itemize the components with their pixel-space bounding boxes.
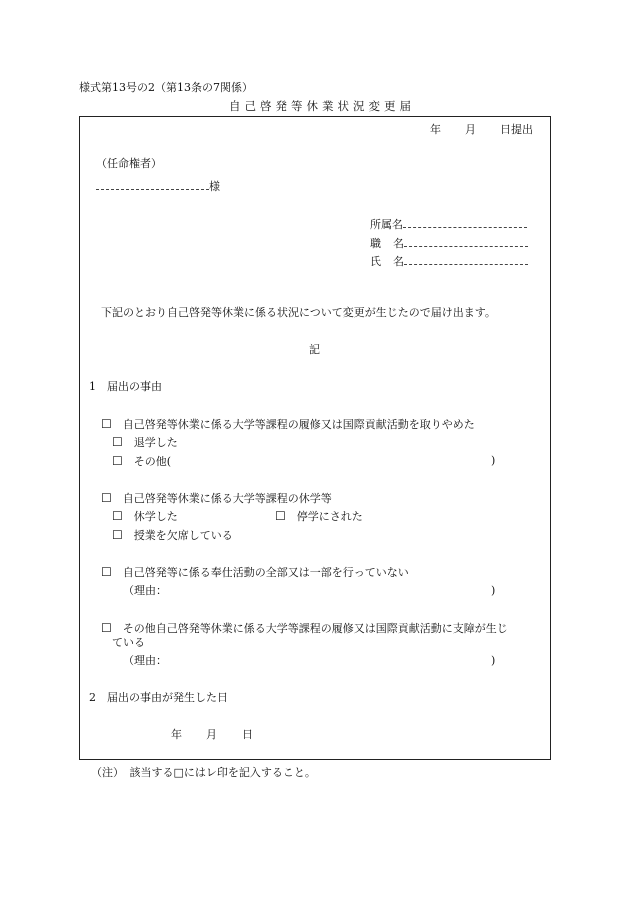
- name-field[interactable]: [370, 253, 528, 267]
- form-number: 様式第13号の2（第13条の7関係）: [79, 81, 253, 94]
- submit-year-label: 年: [430, 123, 441, 136]
- position-label-a: 職: [370, 237, 393, 250]
- footnote: （注） 該当する□にはレ印を記入すること。: [91, 766, 316, 779]
- reason3-reason-label: （理由：: [123, 584, 167, 597]
- reason1-sub2-row: [112, 455, 171, 467]
- event-day-label: 日: [242, 728, 253, 741]
- reason3-reason-close: ): [491, 584, 496, 597]
- document-title: 自己啓発等休業状況変更届: [229, 99, 415, 113]
- appointer-line[interactable]: [96, 177, 220, 192]
- reason4-reason-label: （理由：: [123, 654, 167, 667]
- name-label-a: 氏: [370, 255, 393, 268]
- reason3-text: 自己啓発等に係る奉仕活動の全部又は一部を行っていない: [122, 566, 409, 579]
- reason3-checkbox[interactable]: ☐: [101, 565, 112, 579]
- reason2-sub2-text: 停学にされた: [296, 510, 363, 523]
- reason2-sub1-row: [112, 510, 178, 522]
- section1-heading: 1 届出の事由: [89, 380, 162, 393]
- reason1-checkbox[interactable]: ☐: [101, 417, 112, 431]
- event-month-label: 月: [206, 728, 217, 741]
- affiliation-label: 所属名: [370, 218, 403, 231]
- reason4-checkbox[interactable]: ☐: [101, 621, 112, 635]
- reason1-sub1-checkbox[interactable]: ☐: [112, 435, 123, 449]
- reason2-row: [101, 492, 332, 504]
- reason2-sub3-checkbox[interactable]: ☐: [112, 528, 123, 542]
- event-year-label: 年: [171, 728, 182, 741]
- reason2-sub3-text: 授業を欠席している: [133, 529, 233, 542]
- reason2-sub2-checkbox[interactable]: ☐: [275, 509, 286, 523]
- reason2-text: 自己啓発等休業に係る大学等課程の休学等: [122, 492, 332, 505]
- intro-text: 下記のとおり自己啓発等休業に係る状況について変更が生じたので届け出ます。: [101, 306, 496, 319]
- submit-day-label: 日提出: [500, 123, 533, 136]
- reason2-checkbox[interactable]: ☐: [101, 491, 112, 505]
- reason1-sub2-checkbox[interactable]: ☐: [112, 454, 123, 468]
- reason1-row: [101, 418, 475, 430]
- reason2-sub3-row: [112, 529, 233, 541]
- position-field[interactable]: [370, 235, 528, 249]
- appointer-suffix: 様: [209, 180, 220, 193]
- reason4-text-line1: その他自己啓発等休業に係る大学等課程の履修又は国際貢献活動に支障が生じ: [122, 622, 508, 635]
- reason4-text-line2: ている: [112, 636, 145, 649]
- reason2-sub1-text: 休学した: [133, 510, 178, 523]
- affiliation-field[interactable]: [370, 216, 527, 230]
- reason3-row: [101, 566, 409, 578]
- name-label-b: 名: [393, 255, 404, 268]
- reason1-text: 自己啓発等休業に係る大学等課程の履修又は国際貢献活動を取りやめた: [122, 418, 475, 431]
- ki-mark: 記: [309, 343, 320, 356]
- section2-heading: 2 届出の事由が発生した日: [89, 691, 228, 704]
- reason2-sub1-checkbox[interactable]: ☐: [112, 509, 123, 523]
- appointer-label: （任命権者）: [96, 157, 162, 170]
- reason4-reason-close: ): [491, 654, 496, 667]
- reason1-sub2-text: その他(: [133, 455, 172, 468]
- position-label-b: 名: [393, 237, 404, 250]
- reason1-sub1-text: 退学した: [133, 436, 178, 449]
- reason4-row: [101, 622, 508, 634]
- reason1-sub2-close: ): [491, 454, 496, 467]
- submit-month-label: 月: [465, 123, 476, 136]
- reason2-sub2-row: [275, 510, 363, 522]
- reason1-sub1-row: [112, 436, 178, 448]
